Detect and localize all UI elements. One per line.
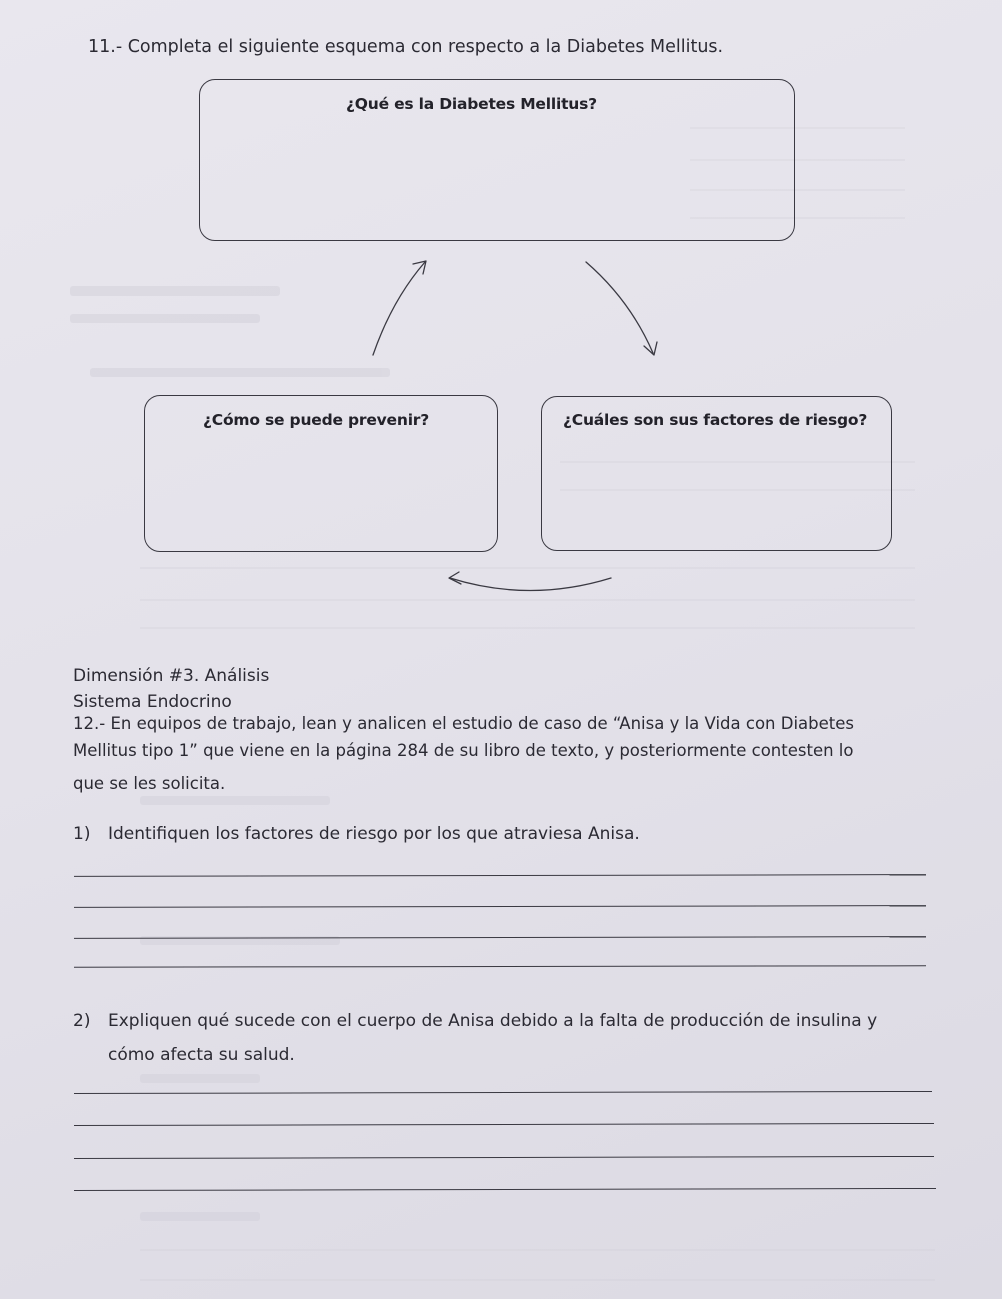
item-2-text-line-1: Expliquen qué sucede con el cuerpo de Anisa debido a la falta de producción de insulina y — [108, 1011, 878, 1031]
item-2-number: 2) — [73, 1011, 91, 1031]
item-1-number: 1) — [73, 824, 91, 844]
item-2-text-line-2: cómo afecta su salud. — [108, 1045, 295, 1065]
arrow-down-right-icon — [586, 262, 657, 355]
system-heading: Sistema Endocrino — [73, 692, 232, 712]
question-12-line-2: Mellitus tipo 1” que viene en la página 284 de su libro de texto, y posteriormente contesten lo — [73, 741, 854, 760]
question-12-line-1: 12.- En equipos de trabajo, lean y analicen el estudio de caso de “Anisa y la Vida con Diabetes — [73, 714, 854, 733]
box-left-title: ¿Cómo se puede prevenir? — [203, 411, 430, 429]
arrow-up-right-icon — [373, 261, 426, 355]
arrow-left-icon — [449, 572, 611, 591]
item-1-text: Identifiquen los factores de riesgo por los que atraviesa Anisa. — [108, 824, 640, 844]
question-12-line-3: que se les solicita. — [73, 774, 226, 793]
dimension-heading: Dimensión #3. Análisis — [73, 666, 270, 686]
box-right-title: ¿Cuáles son sus factores de riesgo? — [563, 411, 868, 429]
box-top-title: ¿Qué es la Diabetes Mellitus? — [346, 95, 597, 113]
question-11-title: 11.- Completa el siguiente esquema con respecto a la Diabetes Mellitus. — [88, 37, 724, 57]
